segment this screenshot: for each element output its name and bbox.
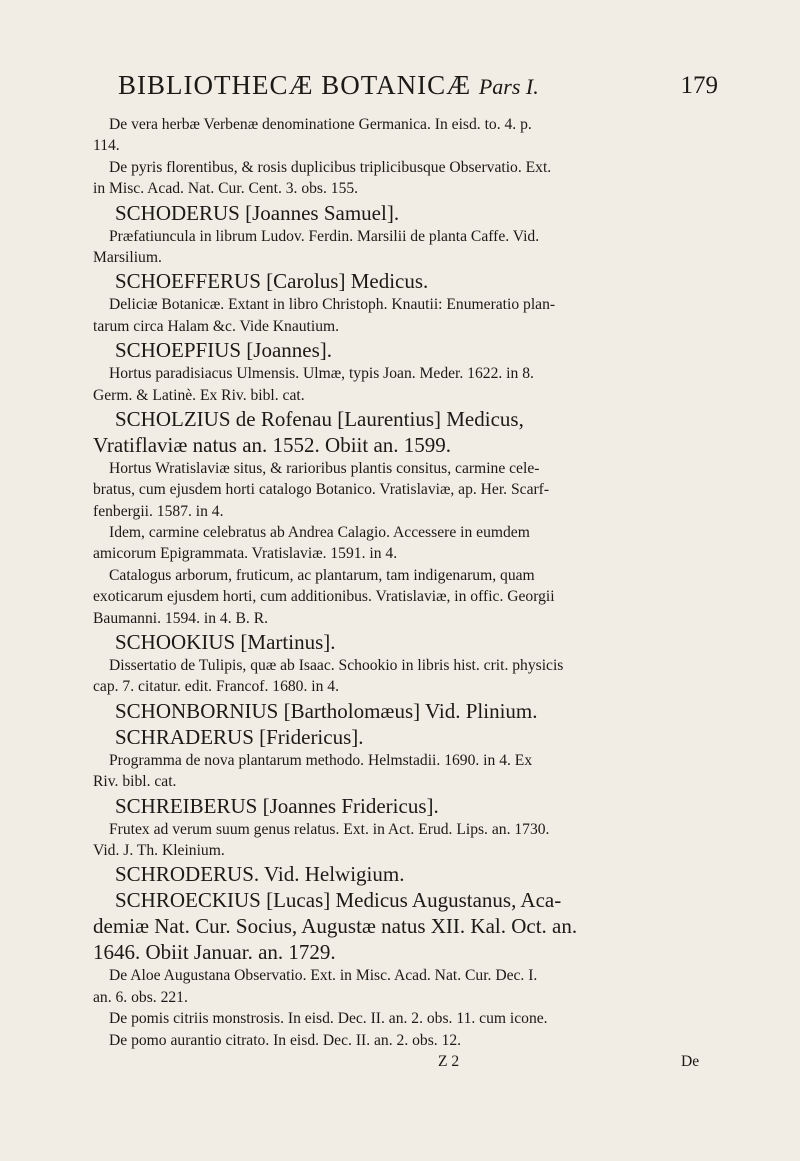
text-line: Deliciæ Botanicæ. Extant in libro Christoph. Knautii: Enumeratio plan- [109, 296, 556, 314]
text-line: in Misc. Acad. Nat. Cur. Cent. 3. obs. 155. [93, 180, 359, 198]
running-header [118, 70, 718, 110]
entry-heading: SCHOEFFERUS [Carolus] Medicus. [115, 269, 429, 294]
text-line: bratus, cum ejusdem horti catalogo Botanico. Vratislaviæ, ap. Her. Scarf- [93, 481, 550, 499]
text-line: Catalogus arborum, fruticum, ac plantarum, tam indigenarum, quam [109, 566, 535, 584]
text-line: Marsilium. [93, 248, 162, 266]
text-line: Frutex ad verum suum genus relatus. Ext. in Act. Erud. Lips. an. 1730. [109, 820, 550, 838]
text-line: fenbergii. 1587. in 4. [93, 502, 224, 520]
text-line: Programma de nova plantarum methodo. Helmstadii. 1690. in 4. Ex [109, 751, 533, 769]
text-line: Germ. & Latinè. Ex Riv. bibl. cat. [93, 386, 305, 404]
entry-heading: SCHREIBERUS [Joannes Fridericus]. [115, 793, 439, 818]
text-line: Baumanni. 1594. in 4. B. R. [93, 609, 268, 627]
entry-heading-continued: 1646. Obiit Januar. an. 1729. [93, 940, 336, 965]
text-line: Præfatiuncula in librum Ludov. Ferdin. Marsilii de planta Caffe. Vid. [109, 227, 540, 245]
catchword: De [681, 1052, 700, 1070]
text-line: 114. [93, 137, 120, 155]
text-line: Idem, carmine celebratus ab Andrea Calagio. Accessere in eumdem [109, 524, 530, 542]
entry-heading: SCHONBORNIUS [Bartholomæus] Vid. Plinium. [115, 698, 538, 723]
text-line: Vid. J. Th. Kleinium. [93, 841, 225, 859]
text-line: De pomo aurantio citrato. In eisd. Dec. II. an. 2. obs. 12. [109, 1031, 462, 1049]
entry-heading: SCHRODERUS. Vid. Helwigium. [115, 862, 405, 887]
entry-heading: SCHOLZIUS de Rofenau [Laurentius] Medicus, [115, 406, 524, 431]
text-line: De pyris florentibus, & rosis duplicibus triplicibusque Observatio. Ext. [109, 158, 552, 176]
part-label: Pars I. [478, 74, 539, 99]
running-title: BIBLIOTHECÆ BOTANICÆ [118, 70, 472, 100]
text-line: exoticarum ejusdem horti, cum additionibus. Vratislaviæ, in offic. Georgii [93, 588, 555, 606]
text-line: Hortus paradisiacus Ulmensis. Ulmæ, typis Joan. Meder. 1622. in 8. [109, 365, 534, 383]
text-line: an. 6. obs. 221. [93, 988, 188, 1006]
text-line: Dissertatio de Tulipis, quæ ab Isaac. Schookio in libris hist. crit. physicis [109, 657, 564, 675]
page-body [93, 114, 715, 1072]
text-line: tarum circa Halam &c. Vide Knautium. [93, 317, 340, 335]
page-footer [93, 1051, 715, 1072]
entry-heading: SCHODERUS [Joannes Samuel]. [115, 200, 400, 225]
text-line: De vera herbæ Verbenæ denominatione Germanica. In eisd. to. 4. p. [109, 116, 532, 133]
signature-mark: Z 2 [438, 1052, 460, 1070]
entry-heading: SCHRADERUS [Fridericus]. [115, 724, 364, 749]
text-line: cap. 7. citatur. edit. Francof. 1680. in 4. [93, 678, 339, 696]
text-line: Riv. bibl. cat. [93, 773, 177, 791]
entry-heading: SCHOEPFIUS [Joannes]. [115, 338, 333, 363]
text-line: De pomis citriis monstrosis. In eisd. Dec. II. an. 2. obs. 11. cum icone. [109, 1010, 548, 1028]
entry-heading-continued: Vratiflaviæ natus an. 1552. Obiit an. 1599. [93, 432, 452, 457]
entry-heading: SCHOOKIUS [Martinus]. [115, 630, 336, 655]
text-line: De Aloe Augustana Observatio. Ext. in Misc. Acad. Nat. Cur. Dec. I. [109, 967, 538, 985]
page-number: 179 [680, 72, 718, 99]
entry-heading-continued: demiæ Nat. Cur. Socius, Augustæ natus XII. Kal. Oct. an. [93, 914, 578, 939]
entry-heading: SCHROECKIUS [Lucas] Medicus Augustanus, Aca- [115, 888, 562, 913]
text-line: Hortus Wratislaviæ situs, & rarioribus plantis consitus, carmine cele- [109, 459, 540, 477]
text-line: amicorum Epigrammata. Vratislaviæ. 1591. in 4. [93, 545, 398, 563]
